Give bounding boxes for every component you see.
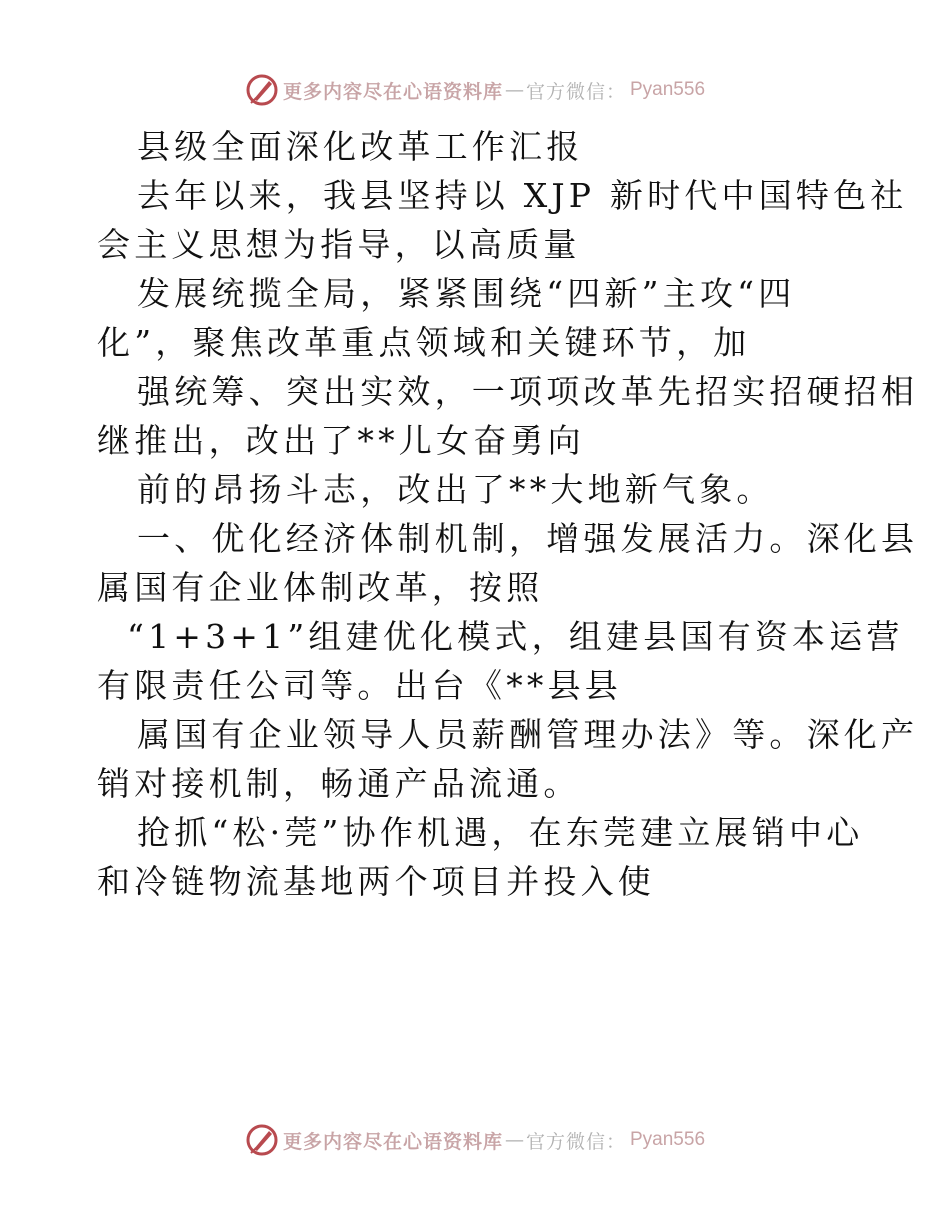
text-line: 发展统揽全局，紧紧围绕“四新”主攻“四 xyxy=(137,274,796,313)
footer-watermark xyxy=(0,1120,950,1160)
text-line: 有限责任公司等。出台《**县县 xyxy=(97,666,622,705)
watermark-wechat-label: 官方微信： xyxy=(525,1130,626,1153)
text-line: 销对接机制，畅通产品流通。 xyxy=(97,764,581,803)
text-line: 属国有企业领导人员薪酬管理办法》等。深化产 xyxy=(137,715,919,754)
text-line: 继推出，改出了**儿女奋勇向 xyxy=(97,421,585,460)
document-body xyxy=(97,122,919,906)
text-line: 去年以来，我县坚持以 XJP 新时代中国特色社 xyxy=(137,176,908,215)
text-line: 抢抓“松·莞”协作机遇，在东莞建立展销中心 xyxy=(137,813,864,852)
quill-logo-icon xyxy=(245,73,279,107)
text-line: 属国有企业体制改革，按照 xyxy=(97,568,544,607)
watermark-wechat-id: Pyan556 xyxy=(630,1129,706,1150)
header-watermark xyxy=(0,70,950,110)
watermark-dash: — xyxy=(504,1129,524,1151)
text-line: 和冷链物流基地两个项目并投入使 xyxy=(97,862,655,901)
watermark-main-text: 更多内容尽在心语资料库 xyxy=(282,1130,503,1153)
quill-logo-icon xyxy=(245,1123,279,1157)
watermark-main-text: 更多内容尽在心语资料库 xyxy=(282,80,503,103)
section-heading-line: 一、优化经济体制机制，增强发展活力。深化县 xyxy=(137,519,919,558)
document-title: 县级全面深化改革工作汇报 xyxy=(137,127,584,166)
watermark-wechat-id: Pyan556 xyxy=(630,79,706,100)
text-line: 会主义思想为指导，以高质量 xyxy=(97,225,581,264)
text-line: 强统筹、突出实效，一项项改革先招实招硬招相 xyxy=(137,372,919,411)
watermark-dash: — xyxy=(504,79,524,101)
text-line: 化”，聚焦改革重点领域和关键环节，加 xyxy=(97,323,751,362)
text-line: “1+3+1”组建优化模式，组建县国有资本运营 xyxy=(127,617,904,656)
watermark-wechat-label: 官方微信： xyxy=(525,80,626,103)
text-line: 前的昂扬斗志，改出了**大地新气象。 xyxy=(137,470,774,509)
